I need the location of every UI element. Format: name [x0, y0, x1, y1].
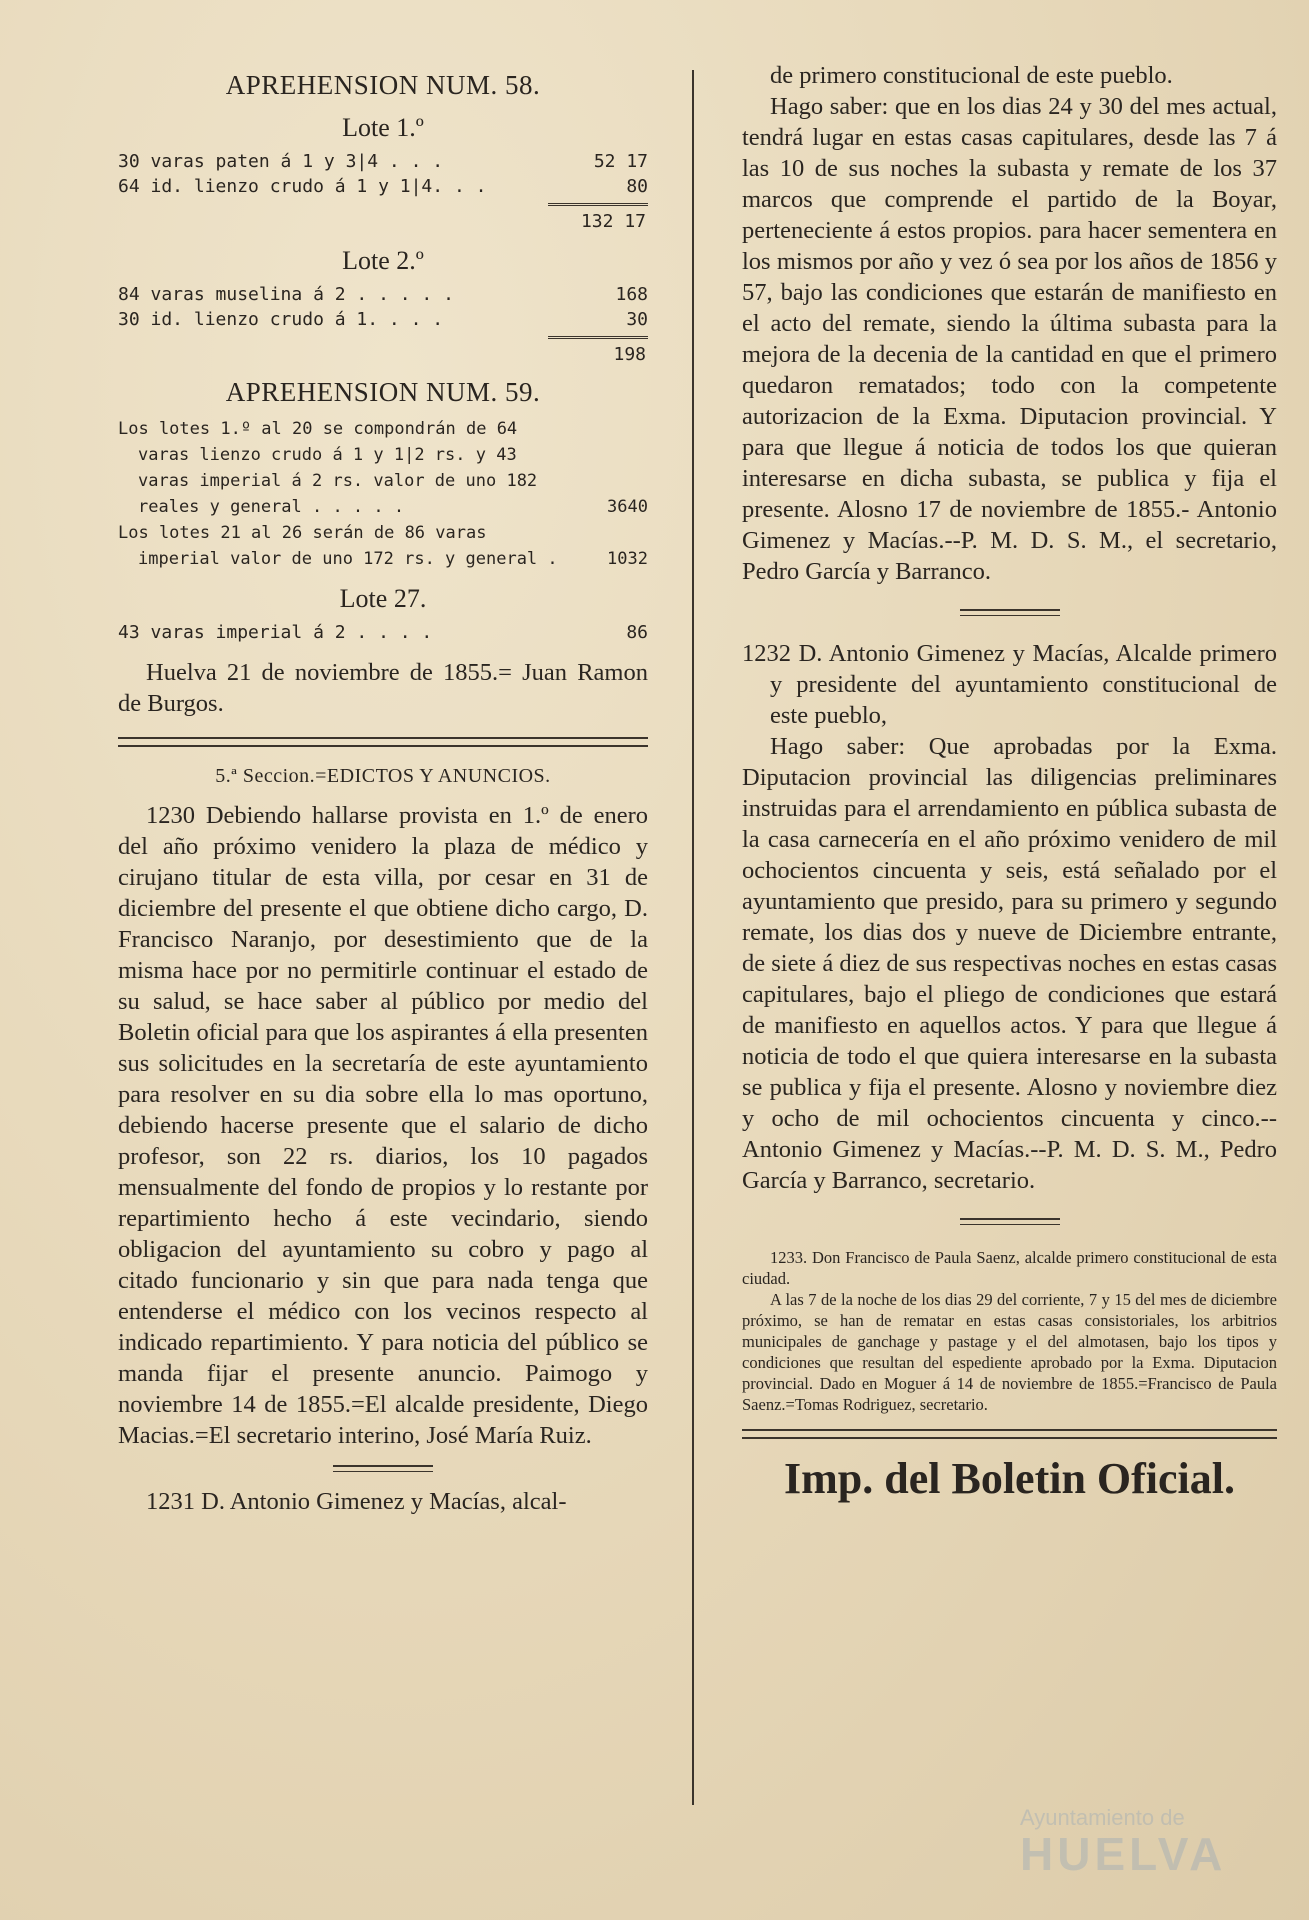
- imprint: Imp. del Boletin Oficial.: [784, 1454, 1235, 1503]
- notice-1232-body: Hago saber: Que aprobadas por la Exma. Diputacion provincial las diligencias preliminares instruidas para el arrendamiento en pública subasta de la casa carnecería en el año próximo venidero de mil ochocientos cincuenta y seis, está señalado por el ayuntamiento que presido, para su primero y segundo remate, los dias dos y nueve de Diciembre entrante, de siete á diez de sus respectivas noches en estas casas capitulares, bajo el pliego de condiciones que estará de manifiesto en aquellos actos. Y para que llegue á noticia de todo el que quiera interesarse en la subasta se publica y fija el presente. Alosno y noviembre diez y ocho de mil ochocientos cincuenta y cinco.--Antonio Gimenez y Macías.--P. M. D. S. M., Pedro García y Barranco, secretario.: [742, 733, 1277, 1194]
- notice-1231-body: Hago saber: que en los dias 24 y 30 del mes actual, tendrá lugar en estas casas capitulares, desde las 7 á las 10 de sus noches la subasta y remate de los 37 marcos que comprende el partido de la Boyar, perteneciente á estos propios. para hacer sementera en los mismos por año y vez ó sea por los años de 1856 y 57, bajo las condiciones que estarán de manifiesto en el acto del remate, siendo la última subasta para la mejora de la decenia de la cantidad en que el primero quedaron rematados; todo con la competente autorizacion de la Exma. Diputacion provincial. Y para que llegue á noticia de todos los que quieran interesarse en dicha subasta, se publica y fija el presente. Alosno 17 de noviembre de 1855.- Antonio Gimenez y Macías.--P. M. D. S. M., el secretario, Pedro García y Barranco.: [742, 93, 1277, 585]
- left-column: [118, 60, 648, 1517]
- lote-2-title: Lote 2.º: [342, 246, 424, 275]
- lote-2-row: 84 varas muselina á 2 . . . . . 168: [118, 284, 648, 305]
- lote-27-row: 43 varas imperial á 2 . . . . 86: [118, 622, 648, 643]
- aprehension-59-block-2: Los lotes 21 al 26 serán de 86 varas imperial valor de uno 172 rs. y general . 1032: [118, 523, 648, 569]
- section-heading: 5.ª Seccion.=EDICTOS Y ANUNCIOS.: [215, 765, 551, 787]
- lote-2-total: 198: [613, 344, 646, 365]
- notice-1233-body: A las 7 de la noche de los dias 29 del corriente, 7 y 15 del mes de diciembre próximo, se han de rematar en estas casas consistoriales, los arbitrios municipales de ganchage y pastage y el del almotasen, bajo los tipos y condiciones que resultan del espediente aprobado por la Exma. Diputacion provincial. Dado en Moguer á 14 de noviembre de 1855.=Francisco de Paula Saenz.=Tomas Rodriguez, secretario.: [742, 1290, 1277, 1414]
- watermark-logo: Ayuntamiento de HUELVA: [1020, 1805, 1227, 1880]
- lote-1-row: 30 varas paten á 1 y 3|4 . . . 52 17: [118, 151, 648, 172]
- section-divider: [118, 737, 648, 747]
- lote-2-row: 30 id. lienzo crudo á 1. . . . 30: [118, 309, 648, 330]
- column-divider: [692, 70, 694, 1805]
- lote-1-row: 64 id. lienzo crudo á 1 y 1|4. . . 80: [118, 176, 648, 197]
- lote-27-title: Lote 27.: [339, 584, 427, 613]
- notice-1233-heading: 1233. Don Francisco de Paula Saenz, alcalde primero constitucional de esta ciudad.: [742, 1248, 1277, 1288]
- sum-rule: [548, 336, 648, 339]
- notice-1232-heading: 1232 D. Antonio Gimenez y Macías, Alcalde primero y presidente del ayuntamiento constitucional de este pueblo,: [742, 640, 1277, 729]
- notice-divider: [960, 609, 1060, 616]
- aprehension-59-block-1: Los lotes 1.º al 20 se compondrán de 64 varas lienzo crudo á 1 y 1|2 rs. y 43 varas imperial á 2 rs. valor de uno 182 reales y general . . . . . 3640: [118, 419, 648, 517]
- notice-1230: 1230 Debiendo hallarse provista en 1.º de enero del año próximo venidero la plaza de médico y cirujano titular de esta villa, por cesar en 31 de diciembre del presente el que obtiene dicho cargo, D. Francisco Naranjo, por desestimiento que de la misma hace por no permitirle continuar el estado de su salud, se hace saber al público por medio del Boletin oficial para que los aspirantes á ella presenten sus solicitudes en la secretaría de este ayuntamiento para resolver en su dia sobre ella lo mas oportuno, debiendo hacerse presente que el salario de dicho profesor, son 22 rs. diarios, los 10 pagados mensualmente del fondo de propios y lo restante por repartimiento hecho á este vecindario, siendo obligacion del ayuntamiento su cobro y pago al citado funcionario y sin que para nada tenga que entenderse el médico con los vecinos respecto al indicado repartimiento. Y para noticia del público se manda fijar el presente anuncio. Paimogo y noviembre 14 de 1855.=El alcalde presidente, Diego Macias.=El secretario interino, José María Ruiz.: [118, 802, 648, 1449]
- notice-1231-continued: de primero constitucional de este pueblo.: [770, 62, 1173, 89]
- notice-1231-start: 1231 D. Antonio Gimenez y Macías, alcal-: [146, 1488, 567, 1515]
- imprint-divider: [742, 1429, 1277, 1439]
- lote-1-title: Lote 1.º: [342, 113, 424, 142]
- aprehension-59-title: APREHENSION NUM. 59.: [225, 377, 541, 407]
- sum-rule: [548, 203, 648, 206]
- right-column: [742, 60, 1277, 1504]
- aprehension-58-title: APREHENSION NUM. 58.: [225, 70, 541, 100]
- signature-huelva: Huelva 21 de noviembre de 1855.= Juan Ramon de Burgos.: [118, 659, 648, 717]
- notice-divider: [960, 1218, 1060, 1225]
- notice-divider: [333, 1465, 433, 1472]
- lote-1-total: 132 17: [580, 211, 646, 232]
